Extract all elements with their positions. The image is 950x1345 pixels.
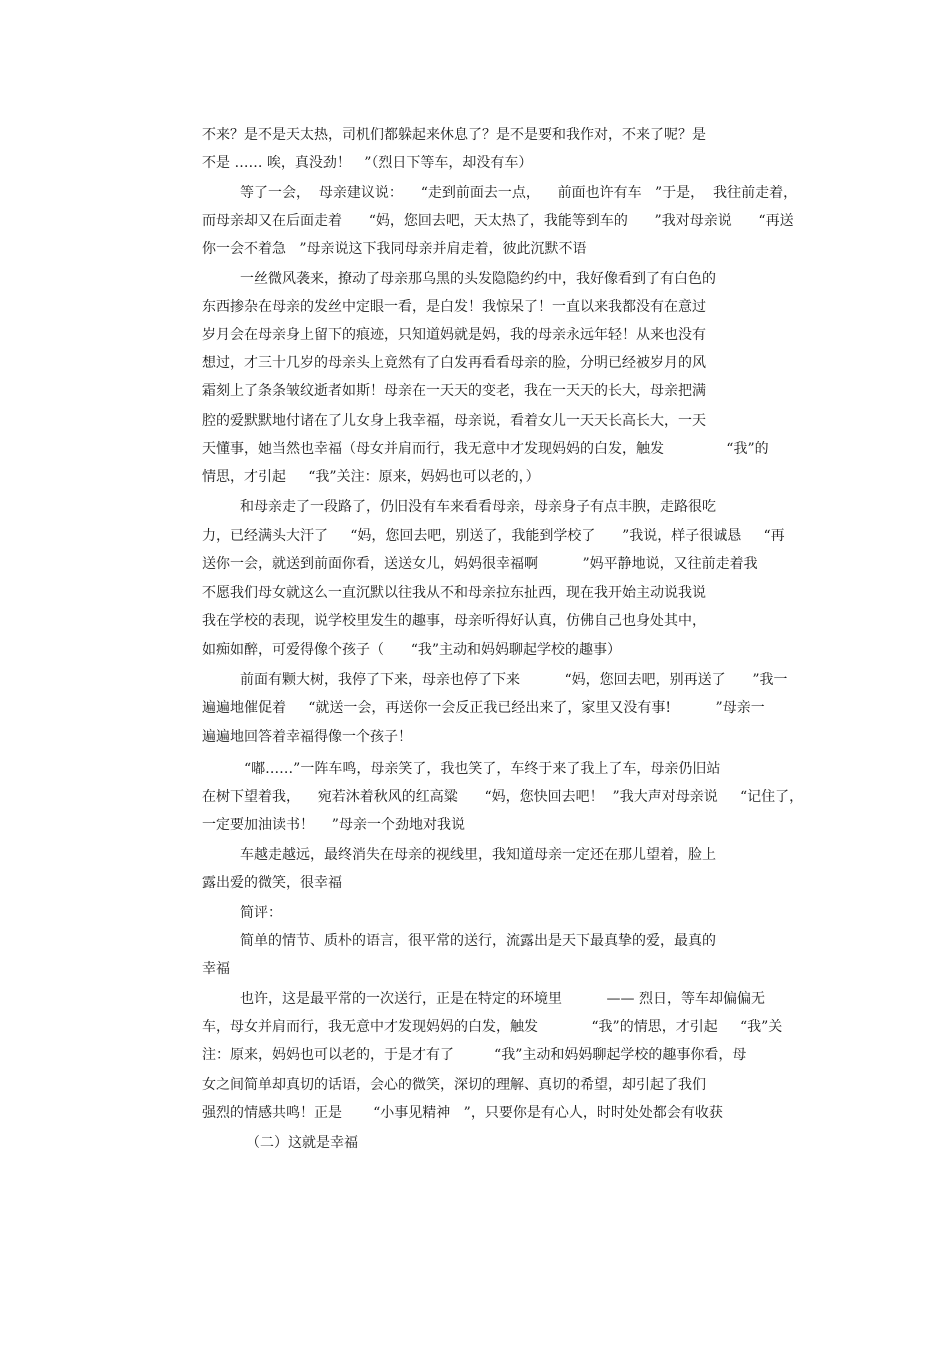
- text-line: 简评：: [240, 905, 282, 921]
- text-line: “嘟……”一阵车鸣，母亲笑了，我也笑了，车终于来了我上了车，母亲仍旧站: [244, 761, 721, 777]
- text-line: 如痴如醉，可爱得像个孩子（ “我”主动和妈妈聊起学校的趣事）: [202, 642, 622, 658]
- text-line: （二）这就是幸福: [246, 1135, 358, 1151]
- text-line: 前面有颗大树，我停了下来，母亲也停了下来 “妈，您回去吧，别再送了 ”我一: [240, 672, 788, 688]
- text-line: 幸福: [202, 961, 230, 977]
- text-line: 力，已经满头大汗了 “妈，您回去吧，别送了，我能到学校了 ”我说，样子很诚恳 “再: [202, 528, 785, 544]
- text-line: 天懂事，她当然也幸福（母女并肩而行，我无意中才发现妈妈的白发，触发 “我”的: [202, 441, 769, 457]
- text-line: 遍遍地催促着 “就送一会，再送你一会反正我已经出来了，家里又没有事! ”母亲一: [202, 700, 765, 716]
- text-line: 一定要加油读书！ ”母亲一个劲地对我说: [202, 817, 465, 833]
- text-line: 车越走越远，最终消失在母亲的视线里，我知道母亲一定还在那儿望着，脸上: [240, 847, 716, 863]
- text-line: 东西掺杂在母亲的发丝中定眼一看，是白发！我惊呆了！一直以来我都没有在意过: [202, 299, 706, 315]
- text-line: 不是 …… 唉，真没劲！ ”（烈日下等车，却没有车）: [202, 155, 533, 171]
- text-line: 车，母女并肩而行，我无意中才发现妈妈的白发，触发 “我”的情思，才引起 “我”关: [202, 1019, 783, 1035]
- text-line: 我在学校的表现，说学校里发生的趣事，母亲听得好认真，仿佛自己也身处其中，: [202, 613, 706, 629]
- text-line: 遍遍地回答着幸福得像一个孩子！: [202, 729, 412, 745]
- text-line: 女之间简单却真切的话语，会心的微笑，深切的理解、真切的希望，却引起了我们: [202, 1077, 706, 1093]
- text-line: 露出爱的微笑，很幸福: [202, 875, 342, 891]
- text-line: 情思，才引起 “我”关注：原来，妈妈也可以老的，）: [202, 469, 540, 485]
- text-line: 简单的情节、质朴的语言，很平常的送行，流露出是天下最真挚的爱，最真的: [240, 933, 716, 949]
- text-line: 送你一会，就送到前面你看，送送女儿，妈妈很幸福啊 ”妈平静地说，又往前走着我: [202, 556, 758, 572]
- text-line: 岁月会在母亲身上留下的痕迹，只知道妈就是妈，我的母亲永远年轻！从来也没有: [202, 327, 706, 343]
- text-line: 腔的爱默默地付诸在了儿女身上我幸福，母亲说，看着女儿一天天长高长大，一天: [202, 413, 706, 429]
- text-line: 而母亲却又在后面走着 “妈，您回去吧，天太热了，我能等到车的 ”我对母亲说 “再送: [202, 213, 794, 229]
- text-line: 一丝微风袭来，撩动了母亲那乌黑的头发隐隐约约中，我好像看到了有白色的: [240, 271, 716, 287]
- text-line: 想过，才三十几岁的母亲头上竟然有了白发再看看母亲的脸，分明已经被岁月的风: [202, 355, 706, 371]
- text-line: 你一会不着急 ”母亲说这下我同母亲并肩走着，彼此沉默不语: [202, 241, 587, 257]
- text-line: 在树下望着我， 宛若沐着秋风的红高粱 “妈，您快回去吧！ ”我大声对母亲说 “记住了，: [202, 789, 804, 805]
- text-line: 不愿我们母女就这么一直沉默以往我从不和母亲拉东扯西，现在我开始主动说我说: [202, 585, 706, 601]
- text-line: 注：原来，妈妈也可以老的，于是才有了 “我”主动和妈妈聊起学校的趣事你看，母: [202, 1047, 747, 1063]
- text-line: 等了一会， 母亲建议说： “走到前面去一点， 前面也许有车 ”于是， 我往前走着，: [240, 185, 798, 201]
- text-line: 霜刻上了条条皱纹逝者如斯！母亲在一天天的变老，我在一天天的长大，母亲把满: [202, 383, 706, 399]
- text-line: 也许，这是最平常的一次送行，正是在特定的环境里 —— 烈日，等车却偏偏无: [240, 991, 765, 1007]
- text-line: 和母亲走了一段路了，仍旧没有车来看看母亲，母亲身子有点丰腴，走路很吃: [240, 499, 716, 515]
- text-line: 强烈的情感共鸣！正是 “小事见精神 ”，只要你是有心人，时时处处都会有收获: [202, 1105, 723, 1121]
- text-line: 不来？是不是天太热，司机们都躲起来休息了？是不是要和我作对，不来了呢？是: [202, 127, 706, 143]
